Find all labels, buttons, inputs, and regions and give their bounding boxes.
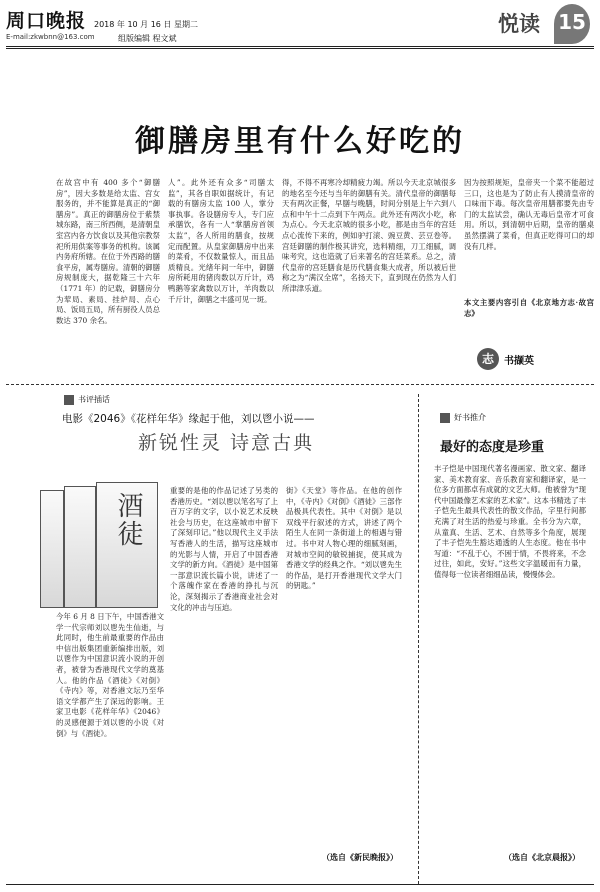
editor-line: 组版编辑 程文斌 xyxy=(118,34,177,43)
footer-rule xyxy=(6,884,594,885)
tag-label: 好书推介 xyxy=(454,413,486,422)
section-title: 悦读 xyxy=(498,12,540,36)
tag-label: 书评插话 xyxy=(78,395,110,404)
page-number-badge: 15 xyxy=(554,4,590,44)
date-line: 2018 年 10 月 16 日 星期二 xyxy=(94,20,198,29)
left-title: 新锐性灵 诗意古典 xyxy=(138,432,315,454)
tag-square-icon xyxy=(64,395,74,405)
left-column-2: 重要的是他的作品记述了另类的香港历史。“刘以鬯以笔名写了上百万字的文字，以小说艺术反映社会与历史，在这座城市中留下了深刻印记。”他以现代主义手法写香港人的生活，描写这座城市的光影与人情，开启了中国香港文学的新方向。《酒徒》是中国第一部意识流长篇小说，讲述了一个落魄作家在香港的挣扎与沉沦，深刻揭示了香港商业社会对文化的冲击与压迫。 xyxy=(170,486,278,612)
left-subtitle: 电影《2046》《花样年华》缘起于他，刘以鬯小说—— xyxy=(62,413,315,425)
left-column-3: 街》《天堂》等作品。在他的创作中，《寺内》《对倒》《酒徒》三部作品极具代表性。其中《对倒》是以双线平行叙述的方式，讲述了两个陌生人在同一条街道上的相遇与错过。书中对人物心理的细腻刻画，对城市空间的敏锐捕捉，使其成为香港文学的经典之作。“刘以鬯先生的作品，是打开香港现代文学大门的钥匙。” xyxy=(286,486,402,591)
tag-book-review xyxy=(64,394,110,405)
masthead-logo: 周口晚报 xyxy=(6,10,87,32)
article1-column-2: 人”。此外还有众多“司膳太监”，其各自职如据统计，有记载的有膳房太监 100 人，掌分事执事。各设膳房专人，专门应承膳饮，各有一人“掌膳房首领太监”，各人所用的膳食，按规定而配置。从皇家御膳房中出来的菜肴，不仅数量惊人，而且品质精良。光绪年间一年中，御膳房所耗用的猪肉数以万斤计，鸡鸭鹅等家禽数以万计，羊肉数以千斤计，御膳之丰盛可见一斑。 xyxy=(168,178,274,304)
article1-column-3: 得，不得不再寒冷却精疲力竭。所以今天北京城很多的地名至今还与当年的御膳有关。清代皇帝的御膳每天有两次正餐，早膳与晚膳，时间分别是上午六到八点和中午十二点到下午两点。此外还有两次小吃，称为点心。今天北京城的很多小吃，都是由当年的宫廷点心流传下来的，例如驴打滚、豌豆黄、芸豆卷等。宫廷御膳的制作极其讲究，选料精细，刀工细腻，调味考究，这也造就了后来著名的宫廷菜系。总之，清代皇帝的宫廷膳食是历代膳食集大成者，所以被后世称之为“满汉全席”，名扬天下，直到现在仍然为人们所津津乐道。 xyxy=(282,178,456,293)
tag-square-icon xyxy=(440,413,450,423)
header-rule-2 xyxy=(6,48,594,49)
section-divider xyxy=(6,384,594,385)
book-cover-small xyxy=(64,486,96,608)
left-source: （选自《新民晚报》） xyxy=(322,852,398,862)
book-spine-1 xyxy=(40,490,64,608)
right-title: 最好的态度是珍重 xyxy=(440,440,545,455)
article1-column-4: 因为按照规矩，皇帝夹一个菜不能超过三口，这也是为了防止有人摸清皇帝的口味而下毒。每次皇帝用膳都要先由专门的太监试尝，确认无毒后皇帝才可食用。所以，到清朝中后期，皇帝的膳桌虽然摆满了菜肴，但真正吃得可口的却没有几样。 xyxy=(464,178,594,251)
right-source: （选自《北京晨报》） xyxy=(504,852,580,862)
article1-credit: 本文主要内容引自《北京地方志·故宫志》 xyxy=(464,298,594,318)
header-rule xyxy=(6,46,594,47)
author-mark-icon: 志 xyxy=(477,348,499,370)
author-name: 书撷英 xyxy=(504,356,534,367)
article1-column-1: 在故宫中有 400 多个“御膳房”，因大多数是给太监、宫女服务的，并不能算是真正的“御膳房”。真正的御膳房位于紫禁城东路，南三所西侧，是清朝皇室宫内各方饮食以及其他宗教祭祀所用供案等事务的机构。该属内务府所辖。在位于外西路的膳食平房，属寿膳房。清朝的御膳房规制庞大，据乾隆三十六年（1771 年）的记载，御膳房分为荤局、素局、挂炉局、点心局、饭局五局，所有厨役人员总数达 370 余名。 xyxy=(56,178,160,325)
tag-recommend xyxy=(440,412,486,423)
right-column: 丰子恺是中国现代著名漫画家、散文家、翻译家、美术教育家、音乐教育家和翻译家，是一位多方面都卓有成就的文艺大师。他被誉为“现代中国最像艺术家的艺术家”。这本书精选了丰子恺先生最具代表性的散文作品，字里行间都充满了对生活的热爱与珍重。全书分为六章，从童真、生活、艺术、自然等多个角度，展现了丰子恺先生豁达通透的人生态度。他在书中写道：“不乱于心，不困于情，不畏将来，不念过往，如此，安好。”这些文字温暖而有力量，值得每一位读者细细品读，慢慢体会。 xyxy=(434,464,586,579)
article-headline: 御膳房里有什么好吃的 xyxy=(135,124,465,159)
book-title-text: 酒徒 xyxy=(113,492,143,548)
email-line: E-mail:zkwbnn@163.com xyxy=(6,33,95,41)
column-divider xyxy=(418,394,419,884)
left-column-1: 今年 6 月 8 日下午，中国香港文学一代宗师刘以鬯先生仙逝，与此同时，他生前最重要的作品由中信出版集团重新编排出版，刘以鬯作为中国意识流小说的开创者，被誉为香港现代文学的奠基人。他的作品《酒徒》《对倒》《寺内》等，对香港文坛乃至华语文学都产生了深远的影响。王家卫电影《花样年华》《2046》的灵感便源于刘以鬯的小说《对倒》与《酒徒》。 xyxy=(56,612,164,738)
page-header xyxy=(0,0,600,60)
